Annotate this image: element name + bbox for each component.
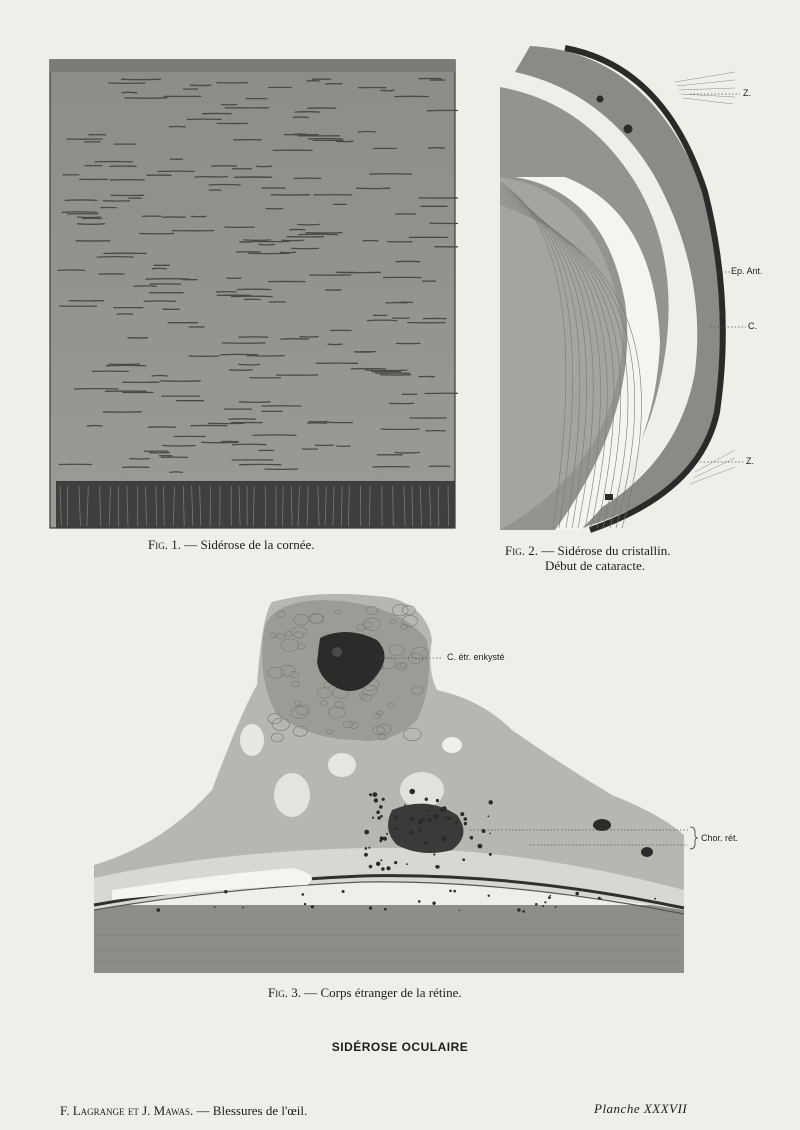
corneal-lamella-stroke bbox=[239, 364, 260, 365]
pigment-granule bbox=[369, 865, 373, 869]
figure-2-label-z-bottom: Z. bbox=[746, 456, 754, 466]
pigment-granule bbox=[381, 867, 385, 871]
figure-3-title: — Corps étranger de la rétine. bbox=[300, 985, 462, 1000]
figure-2-label-z-top: Z. bbox=[743, 88, 751, 98]
corneal-lamella-stroke bbox=[209, 185, 240, 186]
pigment-granule bbox=[394, 861, 397, 864]
pigment-granule bbox=[462, 858, 465, 861]
corneal-lamella-stroke bbox=[77, 217, 100, 218]
corneal-lamella-stroke bbox=[122, 79, 161, 80]
pigment-granule bbox=[224, 890, 227, 893]
figure-2-leader-lines bbox=[690, 90, 750, 470]
figure-2-number: Fig. 2. bbox=[505, 543, 538, 558]
figure-1-caption bbox=[148, 537, 315, 553]
figure-3-label-foreign-body: C. étr. enkysté bbox=[447, 652, 505, 662]
corneal-lamella-stroke bbox=[58, 270, 85, 271]
pigment-granule bbox=[365, 847, 368, 850]
corneal-lamella-stroke bbox=[122, 92, 137, 93]
figure-1-title: — Sidérose de la cornée. bbox=[180, 537, 315, 552]
pigment-granule bbox=[368, 847, 370, 849]
figure-1-illustration bbox=[48, 56, 458, 531]
pigment-granule bbox=[522, 910, 525, 913]
figure-1-number: Fig. 1. bbox=[148, 537, 181, 552]
pigment-granule bbox=[449, 890, 452, 893]
corneal-lamella-stroke bbox=[62, 212, 96, 213]
figure-2-title: — Sidérose du cristallin. bbox=[537, 543, 671, 558]
corneal-lamella-stroke bbox=[428, 148, 444, 149]
footer-authors: F. Lagrange et J. Mawas. bbox=[60, 1103, 194, 1118]
pigment-granule bbox=[214, 907, 216, 909]
corneal-lamella-stroke bbox=[134, 286, 156, 287]
pigment-granule bbox=[372, 817, 374, 819]
pigment-granule bbox=[384, 908, 387, 911]
pigment-granule bbox=[380, 859, 382, 861]
figure-2-caption bbox=[505, 543, 671, 559]
corneal-lamella-stroke bbox=[281, 252, 296, 253]
pigment-granule bbox=[242, 907, 244, 909]
figure-2-label-ep-ant: Ep. Ant. bbox=[731, 266, 763, 276]
pigment-granule bbox=[453, 890, 456, 893]
pigment-granule bbox=[311, 905, 314, 908]
pigment-granule bbox=[386, 866, 390, 870]
figure-2-caption-line2: Début de cataracte. bbox=[545, 558, 645, 573]
plate-title: SIDÉROSE OCULAIRE bbox=[331, 1040, 469, 1054]
corneal-lamella-stroke bbox=[170, 472, 183, 473]
pigment-granule bbox=[364, 830, 369, 835]
figure-2-label-c: C. bbox=[748, 321, 757, 331]
pigment-granule bbox=[544, 901, 546, 903]
pigment-granule bbox=[598, 897, 601, 900]
pigment-granule bbox=[369, 793, 372, 796]
figure-3-label-chor-ret: Chor. rét. bbox=[701, 833, 739, 843]
corneal-lamella-stroke bbox=[358, 132, 375, 133]
pigment-granule bbox=[432, 902, 435, 905]
pigment-granule bbox=[373, 792, 378, 797]
pigment-granule bbox=[548, 896, 551, 899]
pigment-granule bbox=[459, 910, 460, 911]
pigment-granule bbox=[535, 903, 538, 906]
pigment-granule bbox=[406, 863, 408, 865]
corneal-lamella-stroke bbox=[78, 224, 105, 225]
footer-credit bbox=[60, 1103, 307, 1119]
footer-plate-number: Planche XXXVII bbox=[594, 1101, 688, 1116]
pigment-granule bbox=[488, 895, 490, 897]
pigment-granule bbox=[550, 895, 552, 897]
figure-3-caption bbox=[268, 985, 462, 1001]
figure-3-leader-lines bbox=[380, 650, 700, 855]
corneal-lamella-stroke bbox=[146, 279, 190, 280]
pigment-granule bbox=[654, 898, 656, 900]
pigment-granule bbox=[517, 908, 520, 911]
pigment-granule bbox=[435, 865, 439, 869]
figure-3-number: Fig. 3. bbox=[268, 985, 301, 1000]
pigment-granule bbox=[376, 862, 380, 866]
corneal-lamella-stroke bbox=[253, 435, 296, 436]
pigment-granule bbox=[364, 853, 368, 857]
pigment-granule bbox=[575, 892, 579, 896]
pigment-granule bbox=[418, 900, 421, 903]
pigment-granule bbox=[374, 798, 378, 802]
pigment-granule bbox=[369, 907, 372, 910]
pigment-granule bbox=[157, 908, 161, 912]
pigment-granule bbox=[555, 906, 557, 908]
pigment-granule bbox=[302, 893, 305, 896]
pigment-granule bbox=[342, 890, 345, 893]
pigment-granule bbox=[304, 903, 306, 905]
pigment-granule bbox=[542, 905, 544, 907]
pigment-granule bbox=[601, 898, 603, 900]
footer-book-title: — Blessures de l'œil. bbox=[193, 1103, 308, 1118]
corneal-lamella-stroke bbox=[152, 376, 167, 377]
